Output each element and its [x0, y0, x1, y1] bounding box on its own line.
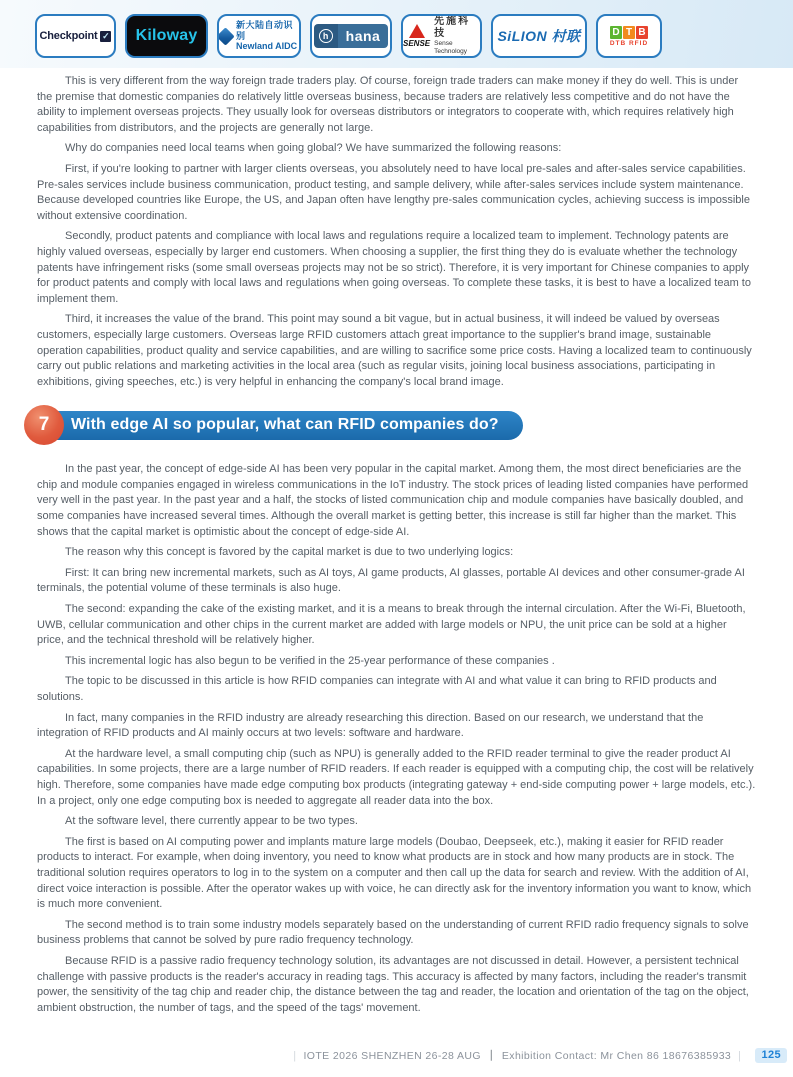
footer-divider: | [738, 1049, 742, 1062]
hana-h-icon: h [314, 24, 338, 48]
checkpoint-check-icon: ✓ [102, 30, 110, 41]
paragraph: The topic to be discussed in this article is how RFID companies can integrate with AI and what value it can bring to RFID products and solutions. [37, 675, 717, 703]
article-content [0, 68, 793, 1016]
dtb-sub-label: DTB RFID [609, 39, 649, 47]
sense-triangle-icon [409, 24, 425, 38]
paragraph: In fact, many companies in the RFID industry are already researching this direction. Based on our research, we understand that the integration of RFID products and AI mainly occurs at two levels: software and hardware. [37, 711, 704, 740]
sense-name-en: Sense Technology [434, 40, 468, 55]
footer-event: IOTE 2026 SHENZHEN 26-28 AUG [303, 1049, 481, 1062]
sponsor-logo-band [0, 0, 793, 68]
hana-wordmark: hana [338, 24, 389, 48]
paragraph: Secondly, product patents and compliance with local laws and regulations require a localized team to implement. Technology patents are highly valued overseas, especially by larger end customers. When choosing a supplier, the first thing they do is evaluate whether the technology patents have infringement risks (some small overseas projects may not be so strict). Therefore, it is very important for Chinese companies to apply for product patents and comply with local laws and regulations when going overseas. To complete these tasks, it is best to have a localized team to implement them. [37, 230, 751, 305]
paragraph: At the hardware level, a small computing chip (such as NPU) is generally added to the RFID reader terminal to give the reader product AI capabilities. In some projects, there are a large number of RFID readers. If each reader is equipped with a computing chip, the cost will be relatively high. Therefore, some companies have made edge computing box products (integrating gateway + end-side computing power + large models, etc.). In a project, only one edge computing box is needed to aggregate all reader data into the box. [37, 747, 756, 807]
newland-diamond-icon [217, 27, 235, 45]
section-title: With edge AI so popular, what can RFID companies do? [38, 411, 523, 440]
sense-name-cn: 先施科技 [434, 16, 471, 40]
kiloway-wordmark: Kiloway [135, 27, 198, 44]
paragraph: The reason why this concept is favored by the capital market is due to two underlying logics: [65, 546, 514, 559]
newland-name-cn: 新大陆自动识别 [236, 20, 294, 41]
paragraph: This incremental logic has also begun to be verified in the 25-year performance of these companies . [65, 654, 555, 667]
paragraph: Why do companies need local teams when going global? We have summarized the following reasons: [65, 142, 562, 155]
newland-name-en: Newland AIDC [236, 41, 298, 52]
paragraph: This is very different from the way foreign trade traders play. Of course, foreign trade traders can make money if they do well. This is under the premise that domestic companies do relatively little overseas business, because traders are relatively less competitive and do not have the ability to implement overseas projects. They usually look for overseas distributors or integrators to cooperate with, which requires relatively high capabilities from distributors, and the projects are generally not large. [37, 75, 739, 134]
paragraph: First: It can bring new incremental markets, such as AI toys, AI game products, AI glasses, portable AI devices and other consumer-grade AI terminals, the potential volume of these terminals is also huge. [37, 566, 745, 595]
page-footer [286, 1048, 787, 1063]
section-heading [24, 405, 756, 445]
sense-brand: SENSE [403, 39, 431, 48]
logo-checkpoint [35, 14, 116, 58]
checkpoint-wordmark: Checkpoint [39, 30, 98, 42]
silion-wordmark: SiLION 村联 [497, 28, 581, 44]
paragraph: Third, it increases the value of the brand. This point may sound a bit vague, but in actual business, it will indeed be valued by overseas customers, especially large customers. Overseas large RFID customers attach great importance to the supplier's brand image, sustainable operation capabilities, product quality and service capabilities, and are willing to sacrifice some price costs. Having a localized team to continuously carry out public relations and marketing activities in the local area (such as regular visits, joining local business associations, participating in exhibitions, giving speeches, etc.) is very helpful in enhancing the company's local brand image. [37, 313, 752, 388]
section-number-badge: 7 [24, 405, 64, 445]
paragraph: The second: expanding the cake of the existing market, and it is a means to break through the internal circulation. After the Wi-Fi, Bluetooth, UWB, cellular communication and other chips in the current market are added with large models or NPU, the unit price can be sold at a higher price, and the technical threshold will be relatively higher. [37, 603, 746, 647]
logo-kiloway [125, 14, 208, 58]
logo-dtb-rfid [596, 14, 662, 58]
paragraph: Because RFID is a passive radio frequency technology solution, its advantages are not discussed in detail. However, a persistent technical challenge with passive products is the reader's accuracy in reading tags. This accuracy is affected by many factors, including the reader's transmit power, the sensitivity of the tag chip and reader chip, the distance between the tag and reader, the location and orientation of the tag on the object, ambient obstruction, the number of tags, and the speed of the tags' movement. [37, 954, 749, 1014]
paragraph: The first is based on AI computing power and implants mature large models (Doubao, Deepseek, etc.), making it easier for RFID reader products to interact. For example, when doing inventory, you need to know what products are in stock and how many products are in stock. The traditional solution requires operators to log in to the system on a computer and then call up the data for search and review. With the addition of AI, direct voice interaction is possible. After the operator wakes up with voice, he can directly ask for the inventory information you want to know, which is much more convenient. [37, 835, 752, 911]
logo-silion [491, 14, 587, 58]
logo-hana [310, 14, 392, 58]
footer-divider: | [293, 1049, 297, 1062]
paragraph: At the software level, there currently appear to be two types. [65, 815, 358, 828]
paragraph: In the past year, the concept of edge-side AI has been very popular in the capital market. Among them, the most direct beneficiaries are the chip and module companies engaged in wireless communications in the IoT industry. The stock prices of leading listed companies have performed very well in the past year. In the past year and a half, the stocks of listed communication chip and module companies have basically doubled, and some companies have increased several times. Although the overall market is getting better, this increase is still far higher than the market. This shows that the capital market is optimistic about the concept of edge-side AI. [37, 463, 749, 538]
paragraph: First, if you're looking to partner with larger clients overseas, you absolutely need to have local pre-sales and after-sales service capabilities. Pre-sales services include business communication, product testing, and sample delivery, while after-sales services include system maintenance. Because developed countries like Europe, the US, and Japan often have lengthy pre-sales communication cycles, achieving success is impossible without extensive coordination. [37, 162, 750, 222]
logo-sense-technology [401, 14, 482, 58]
logo-newland-aidc [217, 14, 301, 58]
footer-contact: Exhibition Contact: Mr Chen 86 18676385933 [501, 1049, 732, 1062]
dtb-letter-tiles: D T B [610, 26, 648, 39]
footer-separator: ｜ [485, 1050, 497, 1062]
page-number-badge: 125 [755, 1048, 787, 1063]
paragraph: The second method is to train some industry models separately based on the understanding of current RFID radio frequency signals to solve business problems that cannot be solved by pure radio frequency technology. [37, 918, 749, 947]
